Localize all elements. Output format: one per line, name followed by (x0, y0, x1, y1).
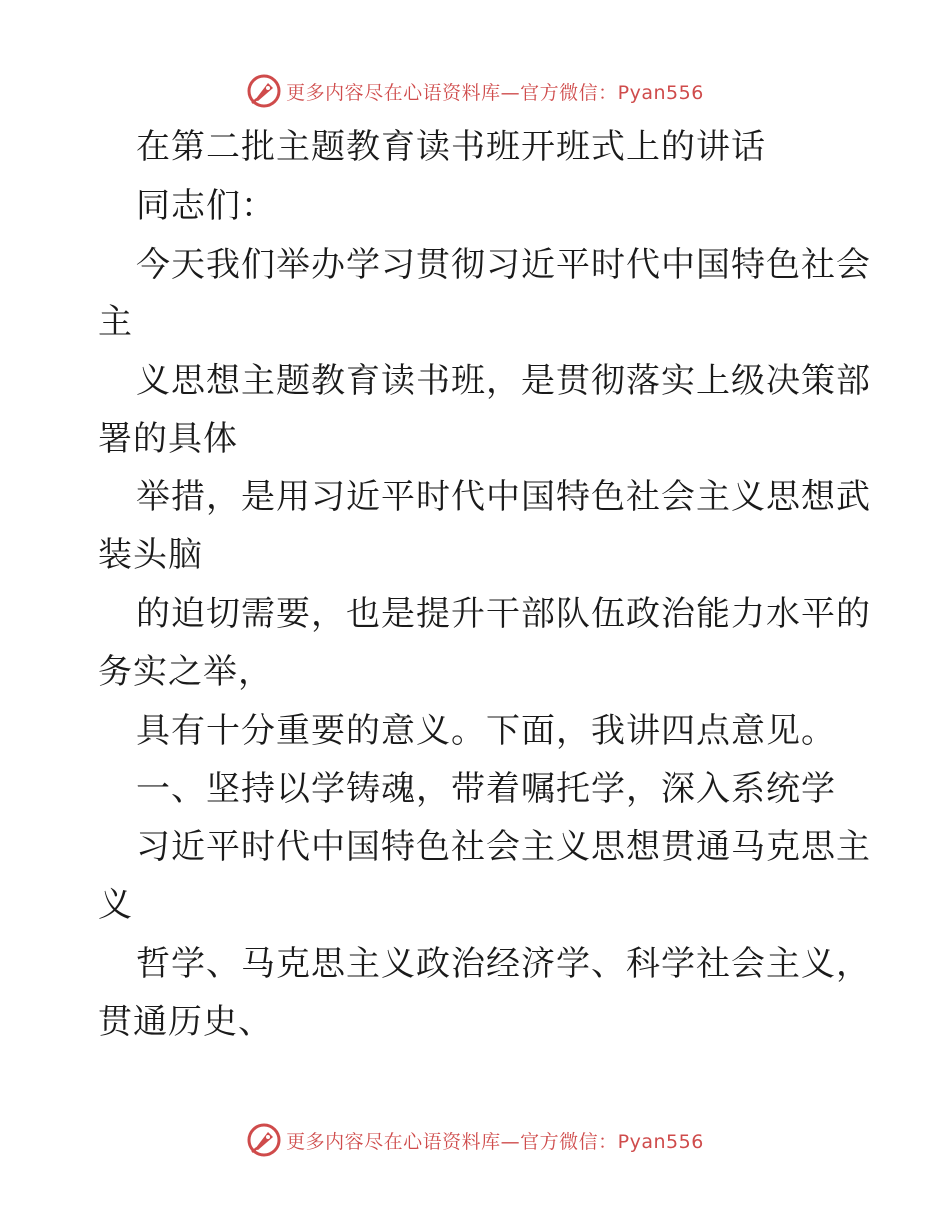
text-line: 装头脑 (98, 535, 203, 575)
banner-text[interactable]: 更多内容尽在心语资料库—官方微信：Pyan556 (286, 81, 704, 104)
footer-banner (0, 1120, 950, 1160)
text-line: 一、坚持以学铸魂，带着嘱托学，深入系统学 (136, 769, 836, 809)
pen-nib-logo-icon (246, 1122, 282, 1158)
text-line: 义思想主题教育读书班，是贯彻落实上级决策部 (136, 361, 871, 401)
text-line: 今天我们举办学习贯彻习近平时代中国特色社会 (136, 245, 871, 285)
text-line: 主 (98, 302, 133, 342)
text-line: 具有十分重要的意义。下面，我讲四点意见。 (136, 711, 836, 751)
text-line: 务实之举， (98, 652, 273, 692)
text-line: 习近平时代中国特色社会主义思想贯通马克思主 (136, 827, 871, 867)
text-line: 举措，是用习近平时代中国特色社会主义思想武 (136, 477, 871, 517)
text-line: 义 (98, 885, 133, 925)
text-line: 贯通历史、 (98, 1002, 273, 1042)
text-line: 同志们： (136, 186, 276, 226)
text-line: 哲学、马克思主义政治经济学、科学社会主义， (136, 944, 871, 984)
text-line: 的迫切需要，也是提升干部队伍政治能力水平的 (136, 594, 871, 634)
banner-text[interactable]: 更多内容尽在心语资料库—官方微信：Pyan556 (286, 1130, 704, 1153)
text-line: 署的具体 (98, 419, 238, 459)
document-title: 在第二批主题教育读书班开班式上的讲话 (136, 127, 766, 167)
